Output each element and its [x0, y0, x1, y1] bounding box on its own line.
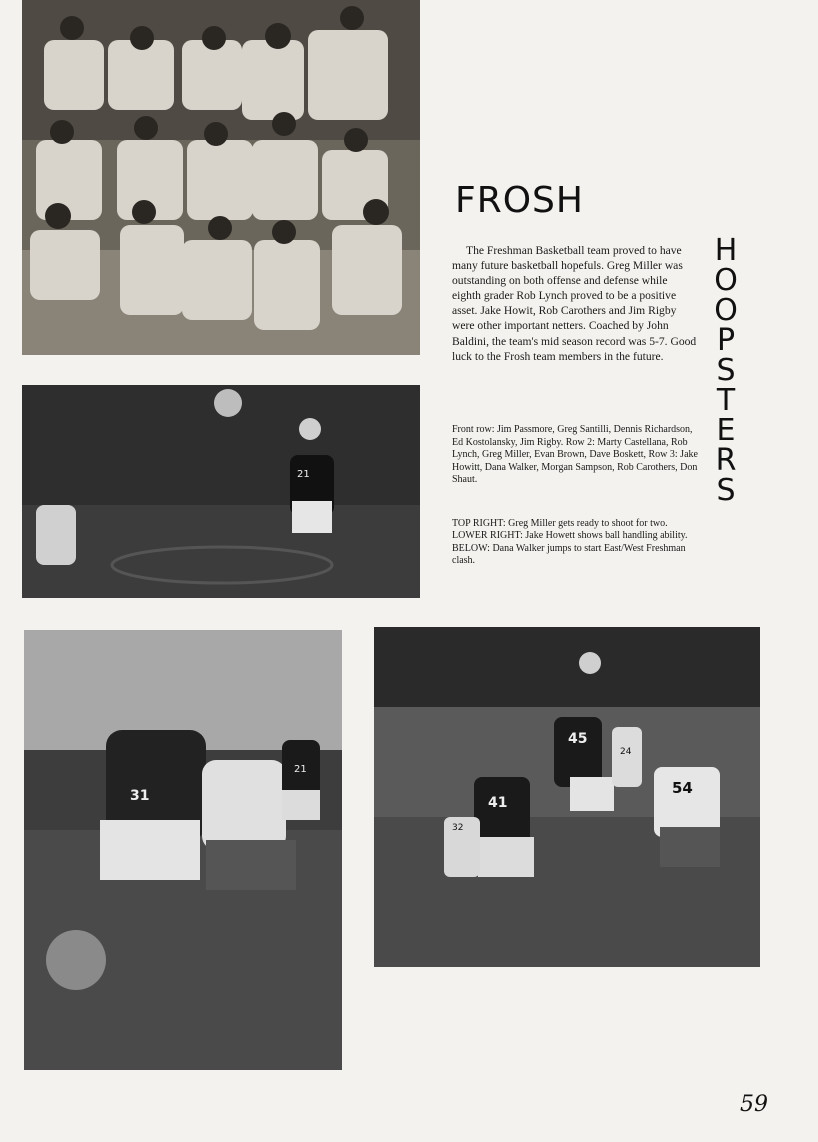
jump-ball-photo-image [374, 627, 760, 967]
vertical-letter: E [716, 413, 736, 448]
jersey-number-partial: 24 [620, 747, 632, 757]
photo-captions [452, 518, 698, 567]
jersey-number-right: 54 [672, 779, 693, 797]
vertical-letter: O [714, 293, 738, 328]
team-photo-image [22, 0, 420, 355]
jersey-number-shooter: 21 [297, 469, 310, 480]
caption-lower-right: LOWER RIGHT: Jake Howett shows ball handling ability. [452, 530, 688, 542]
jersey-number-center: 41 [488, 795, 508, 811]
vertical-letter: S [716, 353, 736, 388]
vertical-letter: T [716, 383, 736, 418]
vertical-letter: O [714, 263, 738, 298]
page-number: 59 [740, 1092, 768, 1117]
page-heading: FROSH [455, 180, 584, 221]
team-photo [22, 0, 420, 355]
shooting-photo [22, 385, 420, 598]
shooting-photo-image [22, 385, 420, 598]
dribbling-photo-image [24, 630, 342, 1070]
caption-top-right: TOP RIGHT: Greg Miller gets ready to shoot for two. [452, 518, 668, 529]
vertical-letter: S [716, 473, 736, 508]
vertical-letter: R [715, 443, 737, 478]
dribbling-photo [24, 630, 342, 1070]
jersey-number-background: 21 [294, 764, 307, 775]
vertical-letter: P [716, 323, 736, 358]
jersey-number-jumper: 45 [568, 731, 588, 747]
jersey-number-far-left: 32 [452, 823, 464, 833]
jump-ball-photo [374, 627, 760, 967]
article-body: The Freshman Basketball team proved to have many future basketball hopefuls. Greg Miller was outstanding on both offense and defense while eighth grader Rob Lynch proved to be a positive asset. Jake Howit, Rob Carothers and Jim Rigby were other important netters. Coached by John Baldini, the team's mid season record was 5-7. Good luck to the Frosh team members in the future. [452, 244, 697, 363]
caption-below: BELOW: Dana Walker jumps to start East/West Freshman clash. [452, 542, 686, 566]
team-roster: Front row: Jim Passmore, Greg Santilli, Dennis Richardson, Ed Kostolansky, Jim Rigby. Row 2: Marty Castellana, Rob Lynch, Greg Miller, Evan Brown, Dave Boskett, Row 3: Jake Howitt, Dana Walker, Morgan Sampson, Rob Carothers, Don Shaut. [452, 424, 698, 486]
jersey-number-dribbler: 31 [130, 788, 150, 804]
vertical-title [706, 233, 746, 508]
vertical-letter: H [714, 233, 738, 268]
